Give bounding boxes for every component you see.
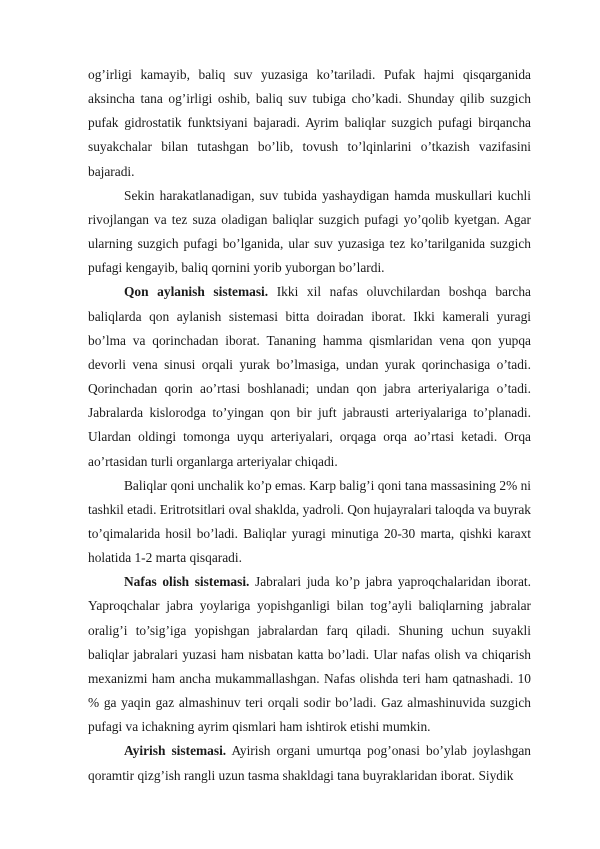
paragraph-blood xyxy=(88,474,531,571)
section-heading: Qon aylanish sistemasi. xyxy=(124,284,269,300)
paragraph-text: Baliqlar qoni unchalik ko’p emas. Karp balig’i qoni tana massasining 2% ni tashkil etadi. Eritrotsitlari oval shaklda, yadroli. Qon hujayralari taloqda va buyrak to’qimalarida hosil bo’ladi. Baliqlar yuragi minutiga 20-30 marta, qishki karaxt holatida 1-2 marta qisqaradi. xyxy=(88,477,531,566)
section-heading: Ayirish sistemasi. xyxy=(124,743,227,759)
paragraph-text: Ikki xil nafas oluvchilardan boshqa barcha baliqlarda qon aylanish sistemasi bitta doiradan iborat. Ikki kamerali yuragi bo’lma va qorinchadan iborat. Tananing hamma qismlaridan vena qon yupqa devorli vena sinusi orqali yurak bo’lmasiga, undan yurak qorinchasiga o’tadi. Qorinchadan qorin ao’rtasi boshlanadi; undan qon jabra arteriyalariga o’tadi. Jabralarda kislorodga to’yingan qon bir juft jabrausti arteriyalariga to’planadi. Ulardan oldingi tomonga uyqu arteriyalari, orqaga orqa ao’rtasi ketadi. Orqa ao’rtasidan turli organlarga arteriyalar chiqadi. xyxy=(88,284,531,469)
paragraph-text: Sekin harakatlanadigan, suv tubida yashaydigan hamda muskullari kuchli rivojlangan va tez suza oladigan baliqlar suzgich pufagi yo’qolib kyetgan. Agar ularning suzgich pufagi bo’lganida, ular suv yuzasiga tez ko’tarilganida suzgich pufagi kengayib, baliq qornini yorib yuborgan bo’lardi. xyxy=(88,187,531,276)
paragraph-swim-bladder-end xyxy=(88,63,531,184)
document-page xyxy=(88,63,531,788)
paragraph-excretory-system xyxy=(88,739,531,787)
paragraph-text: Ayirish organi umurtqa pog’onasi bo’ylab joylashgan qoramtir qizg’ish rangli uzun tasma shakldagi tana buyraklaridan iborat. Siydik xyxy=(88,743,531,783)
paragraph-bottom-fish xyxy=(88,184,531,281)
paragraph-text: og’irligi kamayib, baliq suv yuzasiga ko’tariladi. Pufak hajmi qisqarganida aksincha tana og’irligi oshib, baliq suv tubiga cho’kadi. Shunday qilib suzgich pufak gidrostatik funktsiyani bajaradi. Ayrim baliqlar suzgich pufagi birqancha suyakchalar bilan tutashgan bo’lib, tovush to’lqinlarini o’tkazish vazifasini bajaradi. xyxy=(88,67,531,179)
section-heading: Nafas olish sistemasi. xyxy=(124,574,250,590)
paragraph-respiratory-system xyxy=(88,570,531,739)
paragraph-circulatory-system xyxy=(88,280,531,473)
paragraph-text: Jabralari juda ko’p jabra yaproqchalaridan iborat. Yaproqchalar jabra yoylariga yopishganligi bilan tog’ayli baliqlarning jabralar oralig’i to’sig’iga yopishgan jabralardan farq qiladi. Shuning uchun suyakli baliqlar jabralari yuzasi ham nisbatan katta bo’ladi. Ular nafas olish va chiqarish mexanizmi ham ancha mukammallashgan. Nafas olishda teri ham qatnashadi. 10 % ga yaqin gaz almashinuv teri orqali sodir bo’ladi. Gaz almashinuvida suzgich pufagi va ichakning ayrim qismlari ham ishtirok etishi mumkin. xyxy=(88,574,531,735)
